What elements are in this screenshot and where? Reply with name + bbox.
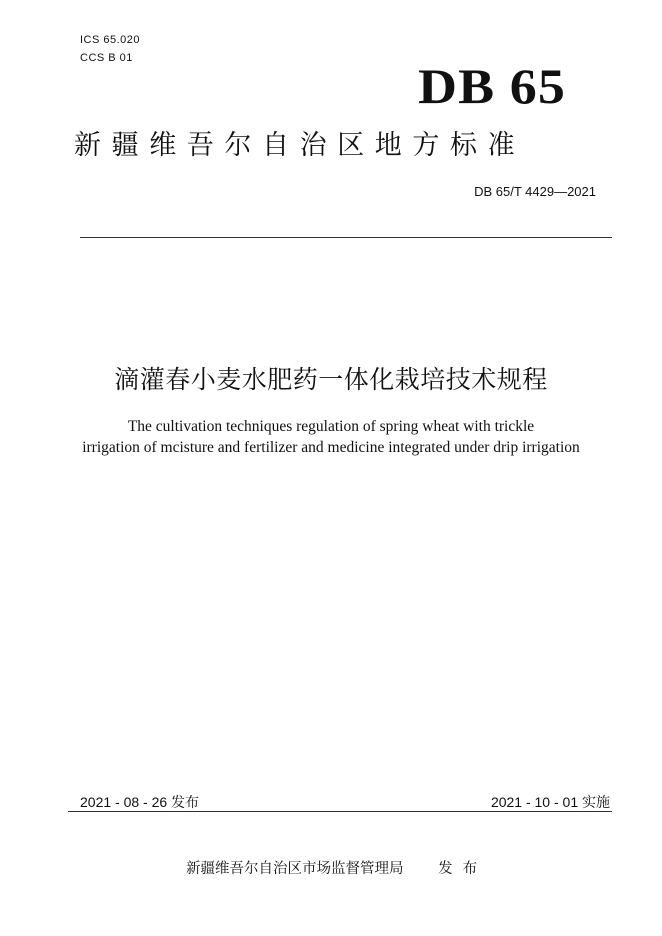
implementation-date: 2021 - 10 - 01 实施 [490,794,610,810]
issuer-organization: 新疆维吾尔自治区市场监督管理局 [186,861,404,877]
db65-logo: DB 65 [418,58,566,114]
footer-divider [68,811,612,812]
document-title-english-line-2: irrigation of mcisture and fertilizer and medicine integrated under drip irrigation [82,439,580,456]
document-title-chinese: 滴灌春小麦水肥药一体化栽培技术规程 [114,365,548,394]
ccs-code: CCS B 01 [80,52,133,64]
document-title-english-line-1: The cultivation techniques regulation of spring wheat with trickle [127,418,535,435]
issuer-action: 发布 [438,861,488,877]
header-divider [80,237,612,238]
standard-category-title: 新疆维吾尔自治区地方标准 [74,130,526,161]
issue-date: 2021 - 08 - 26 发布 [80,794,200,810]
standard-number: DB 65/T 4429—2021 [474,184,596,199]
issuer-line [186,857,487,878]
ics-code: ICS 65.020 [80,34,141,46]
